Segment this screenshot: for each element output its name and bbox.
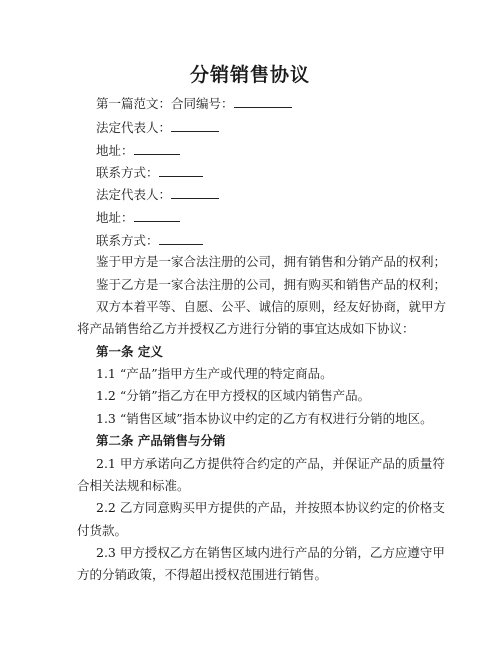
article-1-heading: 第一条 定义 [96, 344, 163, 359]
contract-number-blank [234, 94, 292, 108]
article-2-heading: 第二条 产品销售与分销 [96, 433, 226, 448]
party-a-contact-label: 联系方式： [96, 165, 159, 180]
party-a-representative-blank [171, 118, 219, 132]
party-b-address-line [96, 208, 180, 227]
party-b-address-label: 地址： [96, 210, 134, 225]
clause-2-3-line2: 方的分销政策，不得超出授权范围进行销售。 [77, 567, 328, 582]
clause-2-2-line2: 付货款。 [77, 523, 128, 538]
contract-number-label: 第一篇范文：合同编号： [96, 96, 234, 111]
party-b-representative-label: 法定代表人： [96, 187, 172, 202]
party-b-representative-blank [171, 185, 219, 199]
clause-1-3: 1.3 “销售区域”指本协议中约定的乙方有权进行分销的地区。 [96, 411, 433, 426]
party-a-contact-line [96, 163, 203, 182]
clause-2-1-line1: 2.1 甲方承诺向乙方提供符合约定的产品，并保证产品的质量符 [96, 456, 445, 471]
party-b-contact-line [96, 231, 203, 250]
party-a-contact-blank [159, 163, 203, 177]
party-b-contact-label: 联系方式： [96, 233, 159, 248]
document-title: 分销销售协议 [189, 64, 310, 86]
party-b-address-blank [134, 208, 180, 222]
clause-2-3-line1: 2.3 甲方授权乙方在销售区域内进行产品的分销，乙方应遵守甲 [96, 545, 445, 560]
party-b-representative-line [96, 185, 219, 204]
clause-1-2: 1.2 “分销”指乙方在甲方授权的区域内销售产品。 [96, 388, 371, 403]
preamble-party-b: 鉴于乙方是一家合法注册的公司，拥有购买和销售产品的权利； [96, 277, 447, 292]
party-a-address-label: 地址： [96, 143, 134, 158]
preamble-party-a: 鉴于甲方是一家合法注册的公司，拥有销售和分销产品的权利； [96, 254, 447, 269]
clause-2-1-line2: 合相关法规和标准。 [77, 478, 190, 493]
clause-1-1: 1.1 “产品”指甲方生产或代理的特定商品。 [96, 366, 333, 381]
contract-number-line [96, 94, 292, 113]
party-a-representative-line [96, 118, 219, 137]
party-a-address-blank [134, 141, 180, 155]
party-a-representative-label: 法定代表人： [96, 120, 172, 135]
preamble-agreement-line1: 双方本着平等、自愿、公平、诚信的原则，经友好协商，就甲方 [96, 299, 447, 314]
party-a-address-line [96, 141, 180, 160]
clause-2-2-line1: 2.2 乙方同意购买甲方提供的产品，并按照本协议约定的价格支 [96, 500, 445, 515]
party-b-contact-blank [159, 231, 203, 245]
preamble-agreement-line2: 将产品销售给乙方并授权乙方进行分销的事宜达成如下协议： [77, 321, 415, 336]
